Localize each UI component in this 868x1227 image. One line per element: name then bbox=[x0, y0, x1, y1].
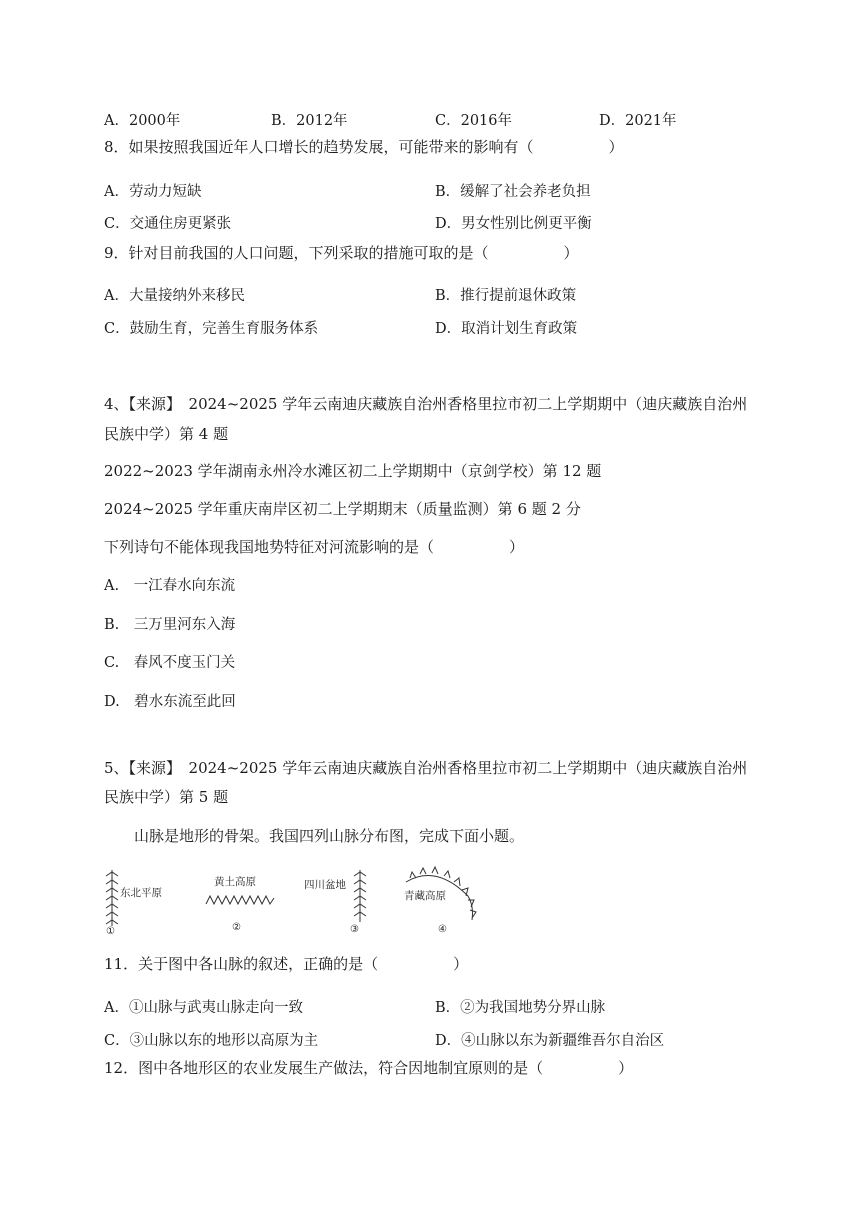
q11-option-b: B．②为我国地势分界山脉 bbox=[435, 1000, 606, 1016]
item4-source-line3: 2022~2023 学年湖南永州冷水滩区初二上学期期中（京剑学校）第 12 题 bbox=[104, 462, 602, 480]
q8-option-a: A．劳动力短缺 bbox=[104, 184, 202, 200]
map-panel-1 bbox=[100, 860, 180, 940]
q12-stem: 12．图中各地形区的农业发展生产做法，符合因地制宜原则的是（ ） bbox=[104, 1059, 634, 1077]
map-number-3: ③ bbox=[350, 924, 359, 935]
map-panel-3 bbox=[300, 860, 380, 940]
item4-option-d: D. 碧水东流至此回 bbox=[104, 694, 236, 710]
mountain-range-map bbox=[100, 860, 480, 940]
map-panel-2 bbox=[200, 860, 280, 940]
item4-option-c: C. 春风不度玉门关 bbox=[104, 655, 236, 671]
map-label-3: 四川盆地 bbox=[304, 879, 346, 891]
map-number-1: ① bbox=[106, 926, 115, 937]
q11-stem: 11．关于图中各山脉的叙述，正确的是（ ） bbox=[104, 955, 469, 973]
q11-option-a: A．①山脉与武夷山脉走向一致 bbox=[104, 1000, 303, 1016]
item4-source-line4: 2024~2025 学年重庆南岸区初二上学期期末（质量监测）第 6 题 2 分 bbox=[104, 500, 581, 518]
item4-stem: 下列诗句不能体现我国地势特征对河流影响的是（ ） bbox=[104, 538, 525, 556]
item4-option-a: A. 一江春水向东流 bbox=[104, 578, 236, 594]
q9-option-b: B．推行提前退休政策 bbox=[435, 288, 577, 304]
item4-option-b: B. 三万里河东入海 bbox=[104, 617, 236, 633]
q7-option-d: D．2021年 bbox=[599, 113, 677, 129]
item4-source-line1: 4、【来源】 2024~2025 学年云南迪庆藏族自治州香格里拉市初二上学期期中（迪庆藏族自治州 bbox=[104, 395, 748, 413]
item5-source-line2: 民族中学）第 5 题 bbox=[104, 788, 229, 806]
q11-option-d: D．④山脉以东为新疆维吾尔自治区 bbox=[435, 1033, 665, 1049]
q8-option-c: C．交通住房更紧张 bbox=[104, 216, 232, 232]
item4-source-line2: 民族中学）第 4 题 bbox=[104, 425, 229, 443]
map-number-2: ② bbox=[232, 922, 241, 933]
q9-option-d: D．取消计划生育政策 bbox=[435, 321, 578, 337]
mountain-range-3-icon bbox=[350, 868, 370, 924]
map-label-4: 青藏高原 bbox=[404, 890, 446, 902]
item5-source-line1: 5、【来源】 2024~2025 学年云南迪庆藏族自治州香格里拉市初二上学期期中（迪庆藏族自治州 bbox=[104, 759, 748, 777]
item5-intro: 山脉是地形的骨架。我国四列山脉分布图，完成下面小题。 bbox=[134, 827, 525, 845]
q7-option-c: C．2016年 bbox=[435, 113, 512, 129]
q11-option-c: C．③山脉以东的地形以高原为主 bbox=[104, 1033, 319, 1049]
q9-option-a: A．大量接纳外来移民 bbox=[104, 288, 245, 304]
q7-option-b: B．2012年 bbox=[271, 113, 348, 129]
q8-option-b: B．缓解了社会养老负担 bbox=[435, 184, 591, 200]
map-panel-4 bbox=[396, 860, 480, 940]
map-label-2: 黄土高原 bbox=[214, 876, 256, 888]
q9-stem: 9．针对目前我国的人口问题，下列采取的措施可取的是（ ） bbox=[104, 244, 579, 262]
q8-stem: 8．如果按照我国近年人口增长的趋势发展，可能带来的影响有（ ） bbox=[104, 138, 624, 156]
q8-option-d: D．男女性别比例更平衡 bbox=[435, 216, 592, 232]
mountain-range-2-icon bbox=[204, 892, 276, 908]
q9-option-c: C．鼓励生育，完善生育服务体系 bbox=[104, 321, 319, 337]
map-number-4: ④ bbox=[438, 924, 447, 935]
mountain-range-1-icon bbox=[102, 868, 122, 930]
q7-option-a: A．2000年 bbox=[104, 113, 181, 129]
map-label-1: 东北平原 bbox=[120, 887, 162, 899]
